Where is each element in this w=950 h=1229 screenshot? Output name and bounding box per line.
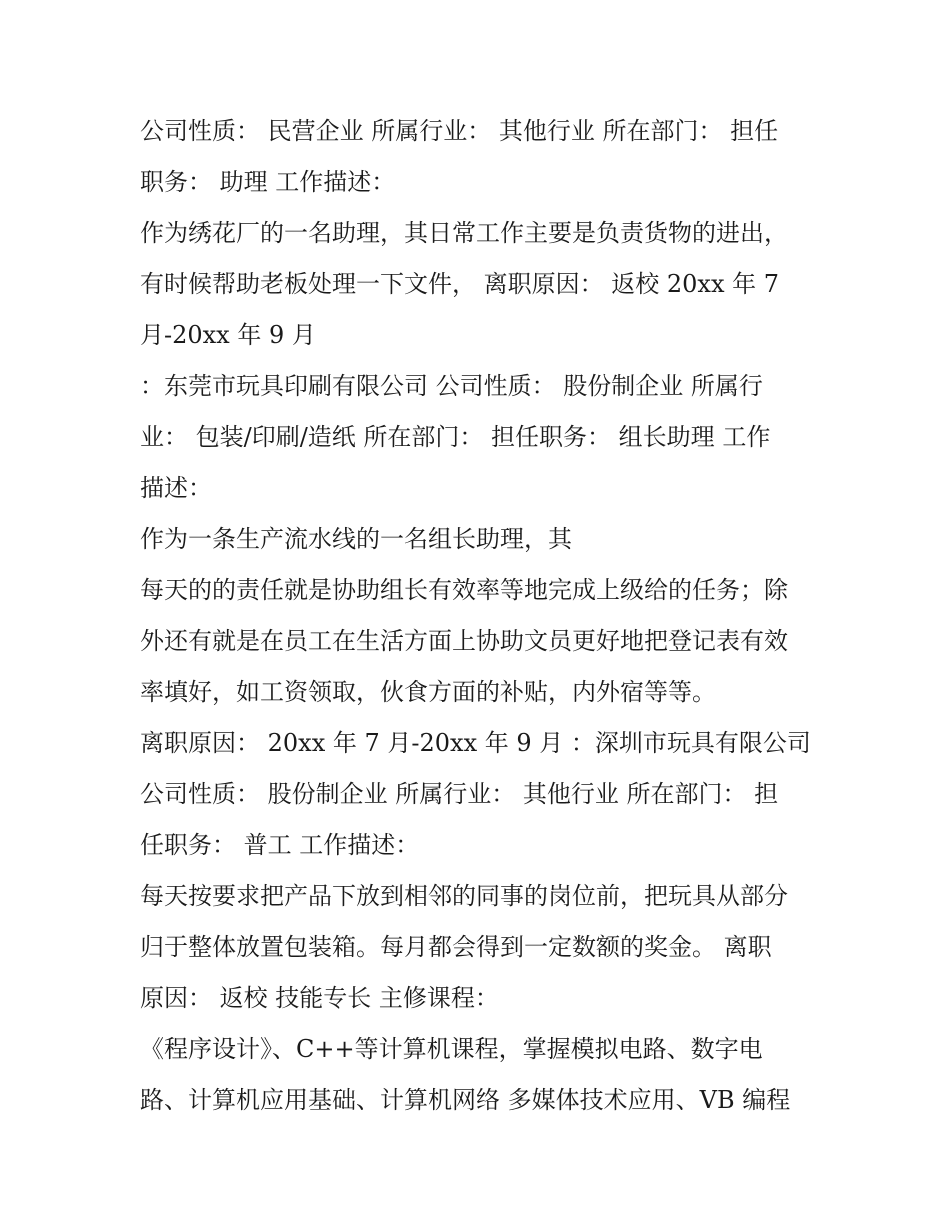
text-line: 离职原因： 20xx 年 7 月-20xx 年 9 月 ：深圳市玩具有限公司 — [140, 729, 811, 757]
text-line: 描述： — [140, 474, 212, 502]
text-line: 作为一条生产流水线的一名组长助理，其 — [140, 525, 572, 553]
text-line: 路、计算机应用基础、计算机网络 多媒体技术应用、VB 编程 — [140, 1086, 791, 1114]
text-line: 业： 包装/印刷/造纸 所在部门： 担任职务： 组长助理 工作 — [140, 423, 771, 451]
text-line: 月-20xx 年 9 月 — [140, 321, 316, 349]
resume-text-block — [140, 106, 830, 1126]
text-line: 任职务： 普工 工作描述： — [140, 831, 420, 859]
text-line: 作为绣花厂的一名助理，其日常工作主要是负责货物的进出， — [140, 219, 788, 247]
text-line: 公司性质： 民营企业 所属行业： 其他行业 所在部门： 担任 — [140, 117, 779, 145]
text-line: 公司性质： 股份制企业 所属行业： 其他行业 所在部门： 担 — [140, 780, 779, 808]
text-line: 归于整体放置包装箱。每月都会得到一定数额的奖金。 离职 — [140, 933, 772, 961]
text-line: 每天的的责任就是协助组长有效率等地完成上级给的任务；除 — [140, 576, 788, 604]
text-line: 外还有就是在员工在生活方面上协助文员更好地把登记表有效 — [140, 627, 788, 655]
text-line: 原因： 返校 技能专长 主修课程： — [140, 984, 499, 1012]
text-line: 每天按要求把产品下放到相邻的同事的岗位前，把玩具从部分 — [140, 882, 788, 910]
text-line: 职务： 助理 工作描述： — [140, 168, 396, 196]
text-line: 《程序设计》、C++等计算机课程，掌握模拟电路、数字电 — [140, 1035, 763, 1063]
text-line: 有时候帮助老板处理一下文件， 离职原因： 返校 20xx 年 7 — [140, 270, 780, 298]
text-line: 率填好，如工资领取，伙食方面的补贴，内外宿等等。 — [140, 678, 716, 706]
text-line: ：东莞市玩具印刷有限公司 公司性质： 股份制企业 所属行 — [140, 372, 763, 400]
